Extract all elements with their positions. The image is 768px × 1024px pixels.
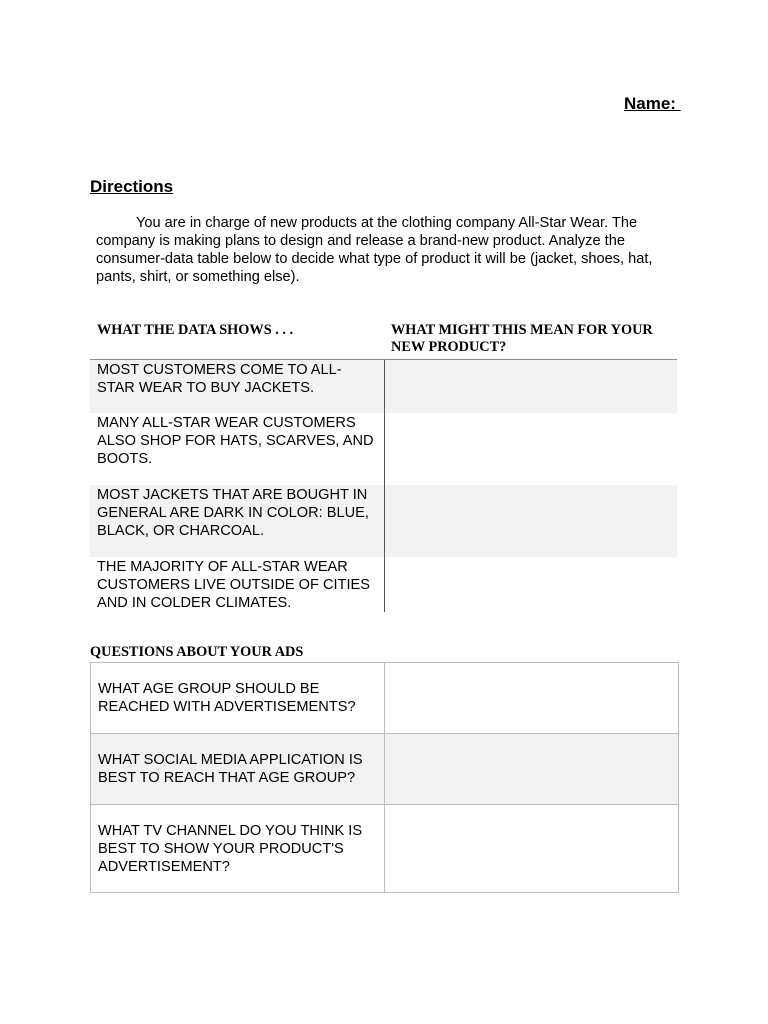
ads-questions-table bbox=[90, 662, 679, 893]
directions-paragraph bbox=[96, 214, 676, 286]
name-label: Name: bbox=[624, 94, 681, 113]
table-row bbox=[90, 485, 677, 557]
question-cell: WHAT TV CHANNEL DO YOU THINK IS BEST TO SHOW YOUR PRODUCT'S ADVERTISEMENT? bbox=[91, 805, 385, 893]
ads-questions-heading: QUESTIONS ABOUT YOUR ADS bbox=[90, 644, 304, 660]
answer-cell[interactable] bbox=[385, 805, 679, 893]
data-cell: THE MAJORITY OF ALL-STAR WEAR CUSTOMERS LIVE OUTSIDE OF CITIES AND IN COLDER CLIMATES. bbox=[97, 559, 370, 611]
answer-cell[interactable] bbox=[385, 663, 679, 734]
column-header-meaning: WHAT MIGHT THIS MEAN FOR YOUR NEW PRODUCT? bbox=[384, 320, 677, 360]
column-header-data-shows: WHAT THE DATA SHOWS . . . bbox=[90, 320, 384, 360]
table-header-row bbox=[90, 320, 677, 360]
data-cell: MANY ALL-STAR WEAR CUSTOMERS ALSO SHOP FOR HATS, SCARVES, AND BOOTS. bbox=[97, 415, 374, 467]
table-row bbox=[90, 557, 677, 612]
answer-cell[interactable] bbox=[385, 734, 679, 805]
data-cell: MOST JACKETS THAT ARE BOUGHT IN GENERAL ARE DARK IN COLOR: BLUE, BLACK, OR CHARCOAL. bbox=[90, 485, 384, 557]
table-row bbox=[91, 663, 679, 734]
table-row bbox=[91, 805, 679, 893]
table-row bbox=[90, 413, 677, 485]
table-row bbox=[91, 734, 679, 805]
directions-text: You are in charge of new products at the clothing company All-Star Wear. The company is making plans to design and release a brand-new product. Analyze the consumer-data table below to decide what type of product it will be (jacket, shoes, hat, pants, shirt, or something else). bbox=[96, 215, 653, 285]
question-cell: WHAT AGE GROUP SHOULD BE REACHED WITH ADVERTISEMENTS? bbox=[91, 663, 385, 734]
directions-heading: Directions bbox=[90, 177, 174, 196]
answer-cell[interactable] bbox=[384, 360, 677, 414]
answer-cell[interactable] bbox=[384, 413, 677, 485]
question-cell: WHAT SOCIAL MEDIA APPLICATION IS BEST TO REACH THAT AGE GROUP? bbox=[91, 734, 385, 805]
answer-cell[interactable] bbox=[384, 485, 677, 557]
table-row bbox=[90, 360, 677, 414]
data-cell: MOST CUSTOMERS COME TO ALL-STAR WEAR TO BUY JACKETS. bbox=[90, 360, 384, 414]
consumer-data-table bbox=[90, 320, 677, 612]
answer-cell[interactable] bbox=[384, 557, 677, 612]
